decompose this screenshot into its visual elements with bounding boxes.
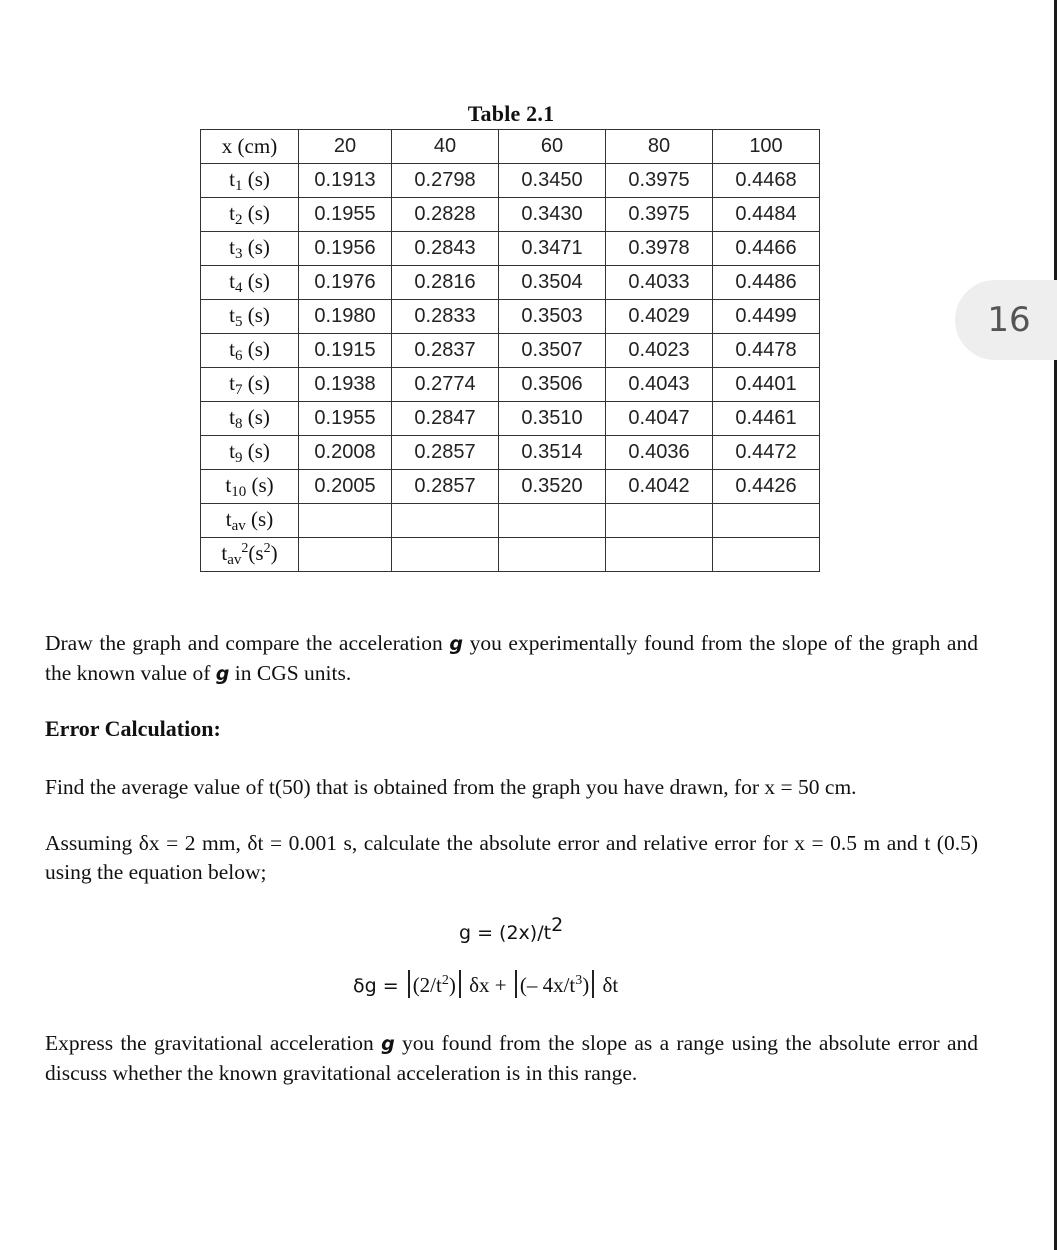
empty-cell	[499, 538, 606, 572]
table-cell: 0.2847	[392, 402, 499, 436]
row-label-symbol: t	[225, 506, 232, 531]
header-x-cell: 20	[299, 130, 392, 164]
table-cell: 0.3514	[499, 436, 606, 470]
table-cell: 0.4484	[713, 198, 820, 232]
row-label-unit: (s)	[242, 200, 270, 225]
paragraph-average-value: Find the average value of t(50) that is obtained from the graph you have drawn, for x = 50 cm.	[45, 775, 857, 799]
header-label-cell: x (cm)	[201, 130, 299, 164]
abs-bar	[515, 970, 517, 998]
formula-delta-g	[353, 970, 618, 998]
p1-text-a: Draw the graph and compare the acceleration	[45, 631, 450, 655]
table-cell: 0.2857	[392, 436, 499, 470]
row-label-unit: (s)	[242, 234, 270, 259]
row-label-unit: (s)	[242, 438, 270, 463]
row-label-symbol: t	[229, 370, 235, 395]
row-label-symbol: t	[225, 472, 232, 497]
formula-dg-term2: (– 4x/t	[519, 973, 576, 997]
table-row	[201, 164, 820, 198]
table-caption: Table 2.1	[467, 101, 555, 126]
abs-bar	[459, 970, 461, 998]
table-cell: 0.4042	[606, 470, 713, 504]
formula-dg-term1-exp: 2	[441, 973, 449, 988]
row-label-unit: (s)	[242, 268, 270, 293]
row-label-unit-end: )	[270, 540, 278, 565]
row-label-superscript: 2	[241, 540, 249, 556]
row-label-subscript: 1	[234, 177, 243, 194]
header-x-cell: 100	[713, 130, 820, 164]
row-label-cell	[201, 334, 299, 368]
table-cell: 0.2828	[392, 198, 499, 232]
row-label-subscript: 4	[234, 279, 243, 296]
empty-cell	[713, 504, 820, 538]
table-cell: 0.3978	[606, 232, 713, 266]
table-cell: 0.1915	[299, 334, 392, 368]
row-label-subscript: 2	[234, 211, 243, 228]
row-label-symbol: t	[229, 438, 235, 463]
table-cell: 0.2008	[299, 436, 392, 470]
row-label-unit: (s)	[242, 302, 270, 327]
row-label-cell	[201, 300, 299, 334]
row-label-cell	[201, 164, 299, 198]
empty-cell	[499, 504, 606, 538]
table-cell: 0.4486	[713, 266, 820, 300]
table-row	[201, 470, 820, 504]
table-cell: 0.1955	[299, 198, 392, 232]
row-label-unit: (s)	[246, 472, 274, 497]
empty-cell	[299, 538, 392, 572]
table-cell: 0.4472	[713, 436, 820, 470]
row-label-symbol: t	[229, 302, 235, 327]
row-label-cell	[201, 538, 299, 572]
row-label-symbol: t	[229, 234, 235, 259]
table-cell: 0.2837	[392, 334, 499, 368]
empty-cell	[299, 504, 392, 538]
formula-dg-dx: δx +	[463, 973, 512, 997]
table-cell: 0.3504	[499, 266, 606, 300]
table-cell: 0.4401	[713, 368, 820, 402]
table-cell: 0.2843	[392, 232, 499, 266]
table-cell: 0.4478	[713, 334, 820, 368]
table-row	[201, 198, 820, 232]
table-cell: 0.3975	[606, 164, 713, 198]
table-cell: 0.1976	[299, 266, 392, 300]
formula-dg-dt: δt	[597, 973, 619, 997]
row-label-symbol: t	[229, 166, 235, 191]
row-label-unit: (s)	[242, 336, 270, 361]
row-label-subscript: 6	[234, 347, 243, 364]
table-row	[201, 436, 820, 470]
table-cell: 0.4047	[606, 402, 713, 436]
table-cell: 0.2774	[392, 368, 499, 402]
row-label-subscript: 7	[234, 381, 243, 398]
table-row	[201, 334, 820, 368]
table-cell: 0.3503	[499, 300, 606, 334]
paragraph-draw-graph	[45, 629, 978, 689]
table-cell: 0.3975	[606, 198, 713, 232]
table-row	[201, 266, 820, 300]
paragraph-express	[45, 1029, 978, 1088]
table-cell: 0.3450	[499, 164, 606, 198]
row-label-unit-exponent: 2	[263, 540, 271, 556]
row-label-symbol: t	[221, 540, 228, 565]
row-label-cell	[201, 368, 299, 402]
row-label-cell	[201, 232, 299, 266]
abs-bar	[592, 970, 594, 998]
table-cell: 0.3520	[499, 470, 606, 504]
paragraph-assuming: Assuming δx = 2 mm, δt = 0.001 s, calculate the absolute error and relative error for x = 0.5 m and t (0.5) using the equation below;	[45, 831, 978, 884]
row-label-unit: (s)	[242, 166, 270, 191]
table-cell: 0.1955	[299, 402, 392, 436]
formula-g-text: g = (2x)/t	[459, 922, 552, 944]
formula-dg-term2-exp: 3	[575, 973, 583, 988]
row-label-cell	[201, 470, 299, 504]
table-row	[201, 402, 820, 436]
page-number: 16	[987, 300, 1031, 340]
empty-cell	[392, 538, 499, 572]
table-cell: 0.4468	[713, 164, 820, 198]
table-cell: 0.1913	[299, 164, 392, 198]
row-label-cell	[201, 402, 299, 436]
formula-dg-lhs: δg =	[353, 975, 405, 997]
formula-dg-term1: (2/t	[412, 973, 442, 997]
row-label-subscript: 9	[234, 449, 243, 466]
table-row-average	[201, 504, 820, 538]
formula-g-exponent: 2	[551, 914, 564, 936]
table-cell: 0.2833	[392, 300, 499, 334]
row-label-subscript: 10	[231, 483, 247, 500]
table-cell: 0.4043	[606, 368, 713, 402]
p1-text-b: you experimentally found from the slope of the graph and the known value of	[45, 631, 978, 685]
row-label-symbol: t	[229, 268, 235, 293]
row-label-symbol: t	[229, 404, 235, 429]
p4-text-a: Express the gravitational acceleration	[45, 1031, 382, 1055]
row-label-subscript: 5	[234, 313, 243, 330]
formula-g	[459, 914, 563, 945]
header-x-cell: 40	[392, 130, 499, 164]
table-row	[201, 300, 820, 334]
row-label-subscript: 8	[234, 415, 243, 432]
row-label-cell	[201, 436, 299, 470]
table-cell: 0.2798	[392, 164, 499, 198]
table-cell: 0.4036	[606, 436, 713, 470]
table-cell: 0.4023	[606, 334, 713, 368]
empty-cell	[606, 538, 713, 572]
table-cell: 0.3510	[499, 402, 606, 436]
table-cell: 0.4029	[606, 300, 713, 334]
formula-dg-term1-end: )	[448, 973, 456, 997]
table-cell: 0.3430	[499, 198, 606, 232]
table-cell: 0.2857	[392, 470, 499, 504]
table-cell: 0.2816	[392, 266, 499, 300]
row-label-cell	[201, 266, 299, 300]
data-table	[200, 129, 820, 572]
row-label-subscript: av	[227, 551, 242, 568]
table-cell: 0.4426	[713, 470, 820, 504]
heading-error-calculation: Error Calculation:	[45, 716, 221, 741]
row-label-subscript: av	[231, 517, 246, 534]
table-cell: 0.4033	[606, 266, 713, 300]
header-x-cell: 60	[499, 130, 606, 164]
g-symbol: g	[449, 633, 463, 655]
g-symbol: g	[381, 1033, 395, 1055]
table-cell: 0.4466	[713, 232, 820, 266]
row-label-unit: (s)	[242, 370, 270, 395]
row-label-subscript: 3	[234, 245, 243, 262]
p4-text-b: you found from the slope as a range using the absolute error and discuss whether the known gravitational acceleration is in this range.	[45, 1031, 979, 1085]
row-label-unit: (s)	[245, 506, 274, 531]
table-row-average-squared	[201, 538, 820, 572]
g-symbol: g	[215, 663, 230, 685]
page-number-tab	[955, 280, 1057, 360]
p1-text-c: in CGS units.	[229, 661, 352, 685]
row-label-unit: (s)	[242, 404, 270, 429]
table-cell: 0.1938	[299, 368, 392, 402]
table-cell: 0.3471	[499, 232, 606, 266]
table-row	[201, 232, 820, 266]
formula-dg-term2-end: )	[582, 973, 590, 997]
empty-cell	[713, 538, 820, 572]
empty-cell	[606, 504, 713, 538]
empty-cell	[392, 504, 499, 538]
row-label-cell	[201, 504, 299, 538]
table-cell: 0.4461	[713, 402, 820, 436]
table-cell: 0.1956	[299, 232, 392, 266]
table-header-row	[201, 130, 820, 164]
row-label-symbol: t	[229, 336, 235, 361]
table-cell: 0.3507	[499, 334, 606, 368]
row-label-cell	[201, 198, 299, 232]
row-label-unit: (s	[248, 540, 264, 565]
abs-bar	[408, 970, 410, 998]
table-cell: 0.4499	[713, 300, 820, 334]
table-cell: 0.1980	[299, 300, 392, 334]
table-cell: 0.2005	[299, 470, 392, 504]
table-row	[201, 368, 820, 402]
row-label-symbol: t	[229, 200, 235, 225]
header-x-cell: 80	[606, 130, 713, 164]
table-cell: 0.3506	[499, 368, 606, 402]
